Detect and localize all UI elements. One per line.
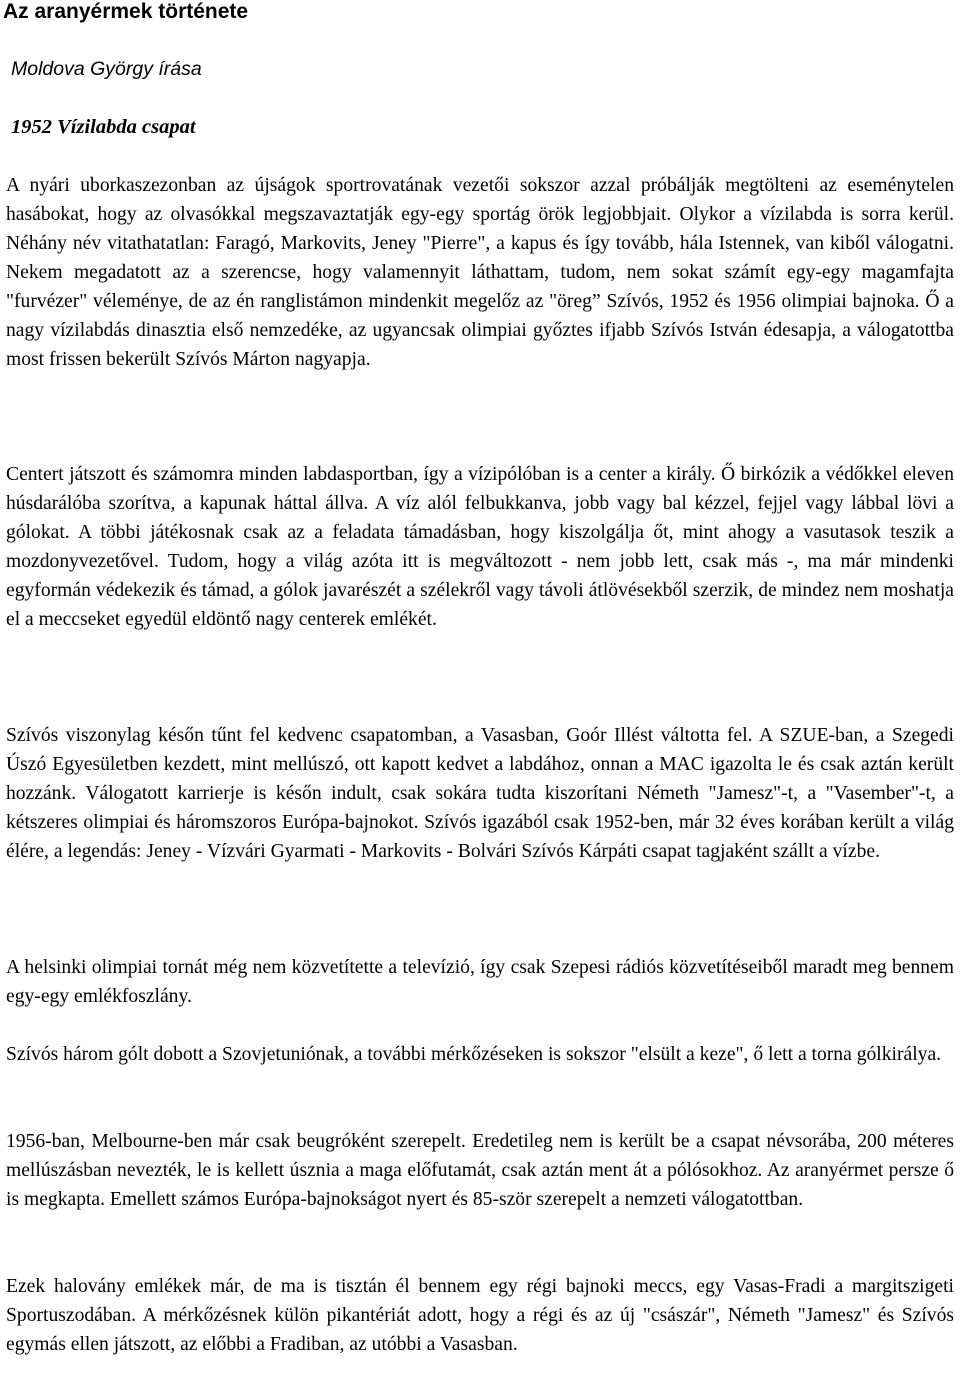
paragraph-goals: Szívós három gólt dobott a Szovjetuniónak, a további mérkőzéseken is sokszor "elsült a keze", ő lett a torna gólkirálya. xyxy=(6,1044,942,1065)
document-title: Az aranyérmek története xyxy=(3,0,249,23)
section-heading: 1952 Vízilabda csapat xyxy=(11,116,196,138)
paragraph-intro: A nyári uborkaszezonban az újságok sportrovatának vezetői sokszor azzal próbálják megtölteni az eseménytelen hasábokat, hogy az olvasókkal megszavaztatják egy-egy sportág örök legjobbjait. Olykor a vízilabda is sorra kerül. Néhány név vitathatatlan: Faragó, Markovits, Jeney "Pierre", a kapus és így tovább, hála Istennek, van kiből válogatni. Nekem megadatott az a szerencse, hogy valamennyit láthattam, tudom, nem sokat számít egy-egy magamfajta "furvézer" véleménye, de az én ranglistámon mindenkit megelőz az "öreg” Szívós, 1952 és 1956 olimpiai bajnoka. Ő a nagy vízilabdás dinasztia első nemzedéke, az ugyancsak olimpiai győztes ifjabb Szívós István édesapja, a válogatottba most frissen bekerült Szívós Márton nagyapja. xyxy=(6,175,954,370)
paragraph-career: Szívós viszonylag későn tűnt fel kedvenc csapatomban, a Vasasban, Goór Illést váltotta fel. A SZUE-ban, a Szegedi Úszó Egyesületben kezdett, mint mellúszó, ott kapott kedvet a labdához, onnan a MAC igazolta le és csak aztán került hozzánk. Válogatott karrierje is későn indult, csak sokára tudta kiszorítani Németh "Jamesz"-t, a "Vasember"-t, a kétszeres olimpiai és háromszoros Európa-bajnokot. Szívós igazából csak 1952-ben, már 32 éves korában került a világ élére, a legendás: Jeney - Vízvári Gyarmati - Markovits - Bolvári Szívós Kárpáti csapat tagjaként szállt a vízbe. xyxy=(6,725,954,862)
paragraph-melbourne: 1956-ban, Melbourne-ben már csak beugróként szerepelt. Eredetileg nem is került be a csapat névsorába, 200 méteres mellúszásban nevezték, le is kellett úsznia a maga előfutamát, csak aztán ment át a pólósokhoz. Az aranyérmet persze ő is megkapta. Emellett számos Európa-bajnokságot nyert és 85-ször szerepelt a nemzeti válogatottban. xyxy=(6,1131,954,1210)
paragraph-memories: Ezek halovány emlékek már, de ma is tisztán él bennem egy régi bajnoki meccs, egy Vasas-Fradi a margitszigeti Sportuszodában. A mérkőzésnek külön pikantériát adott, hogy a régi és az új "császár", Németh "Jamesz" és Szívós egymás ellen játszott, az előbbi a Fradiban, az utóbbi a Vasasban. xyxy=(6,1276,954,1355)
paragraph-center: Centert játszott és számomra minden labdasportban, így a vízipólóban is a center a király. Ő birkózik a védőkkel eleven húsdarálóba szorítva, a kapunak háttal állva. A víz alól felbukkanva, jobb vagy bal kézzel, fejjel vagy lábbal lövi a gólokat. A többi játékosnak csak az a feladata támadásban, hogy kiszolgálja őt, mint ahogy a vasutasok teszik a mozdonyvezetővel. Tudom, hogy a világ azóta itt is megváltozott - nem jobb lett, csak más -, ma már mindenki egyformán védekezik és támad, a gólok javarészét a szélekről vagy távoli átlövésekből szerzik, de mindez nem moshatja el a meccseket egyedül eldöntő nagy centerek emlékét. xyxy=(6,464,954,630)
paragraph-helsinki: A helsinki olimpiai tornát még nem közvetítette a televízió, így csak Szepesi rádiós közvetítéseiből maradt meg bennem egy-egy emlékfoszlány. xyxy=(6,957,954,1007)
author-line: Moldova György írása xyxy=(11,58,202,80)
